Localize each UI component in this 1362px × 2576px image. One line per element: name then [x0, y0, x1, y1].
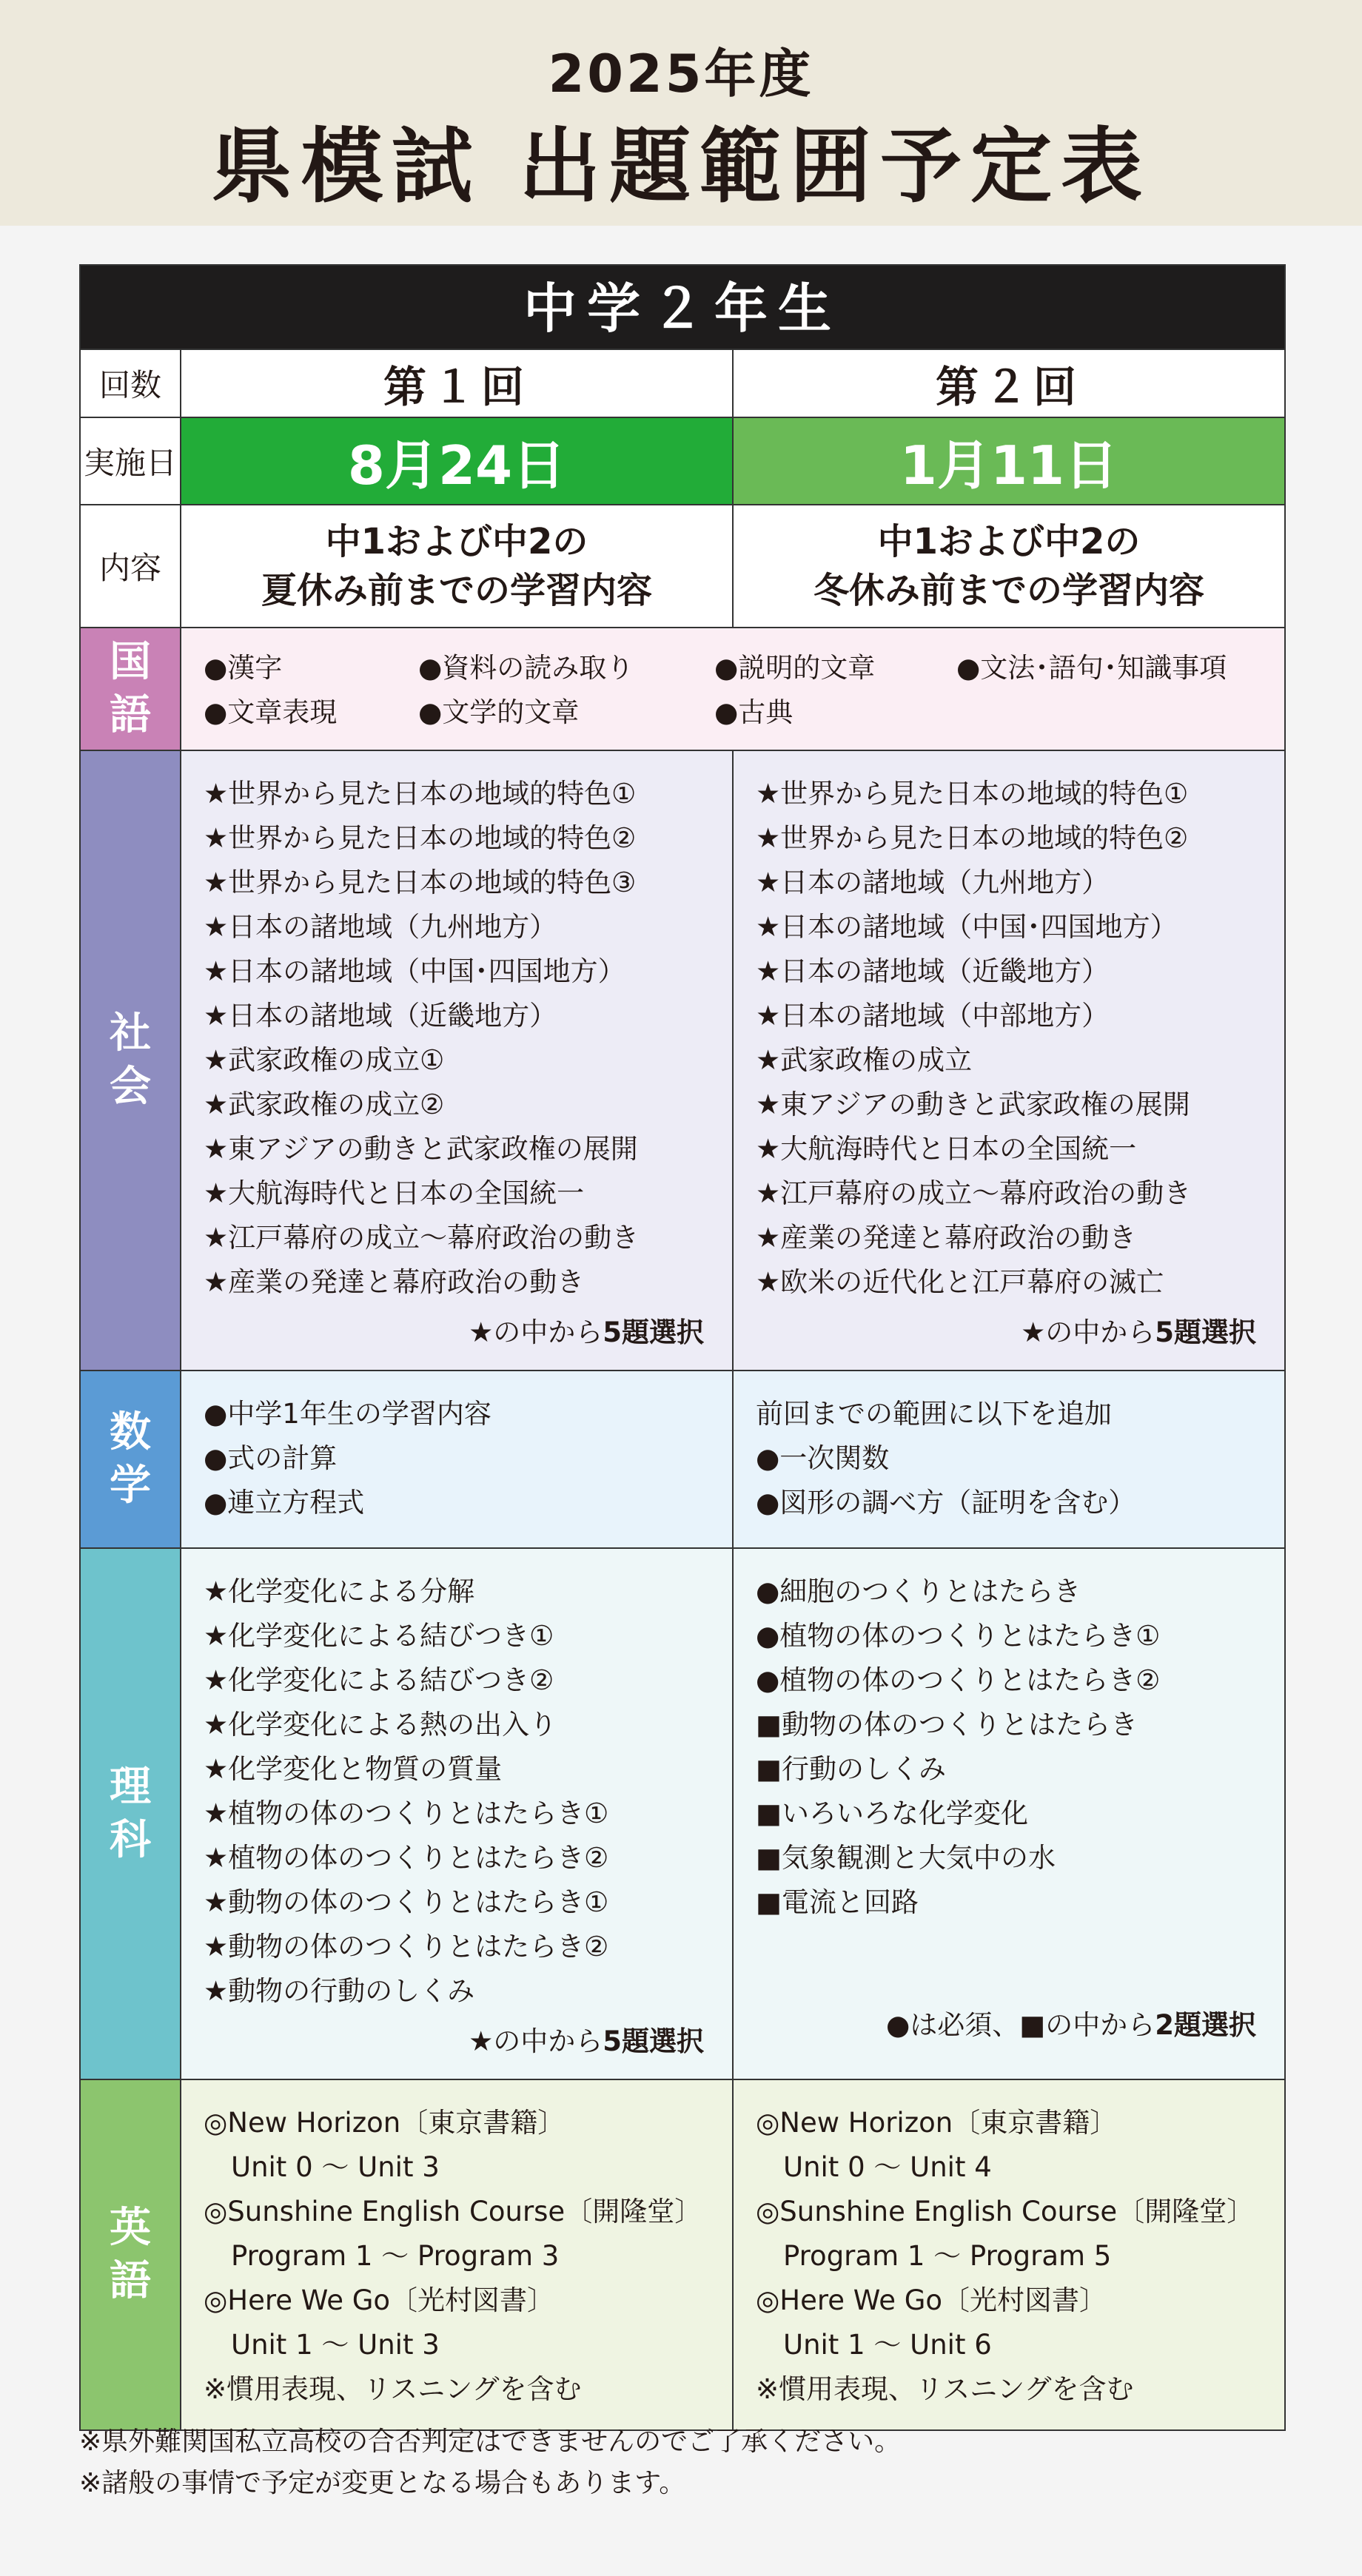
list-item: ★世界から見た日本の地域的特色③: [204, 867, 637, 898]
rika-foot-2-bold: 2題選択: [1155, 2009, 1257, 2041]
list-item: ★化学変化による結びつき①: [204, 1620, 554, 1652]
list-item: ★化学変化による熱の出入り: [204, 1709, 557, 1741]
shakai-list-2: [756, 772, 1284, 1305]
eigo-label-char1: 英: [110, 2204, 151, 2252]
list-item: ★江戸幕府の成立～幕府政治の動き: [756, 1177, 1192, 1209]
session-2-content: [733, 505, 1285, 628]
grade-row: [80, 265, 1285, 349]
list-item: ★武家政権の成立①: [204, 1044, 445, 1076]
kokugo-row: [80, 628, 1285, 750]
kokugo-content: [181, 628, 1285, 750]
eigo-list-2: [756, 2101, 1284, 2412]
list-item: ★世界から見た日本の地域的特色①: [756, 778, 1189, 810]
sugaku-session-1: [181, 1371, 733, 1548]
list-item: ●説明的文章: [714, 652, 876, 684]
list-item: [956, 690, 1282, 735]
page-header: [0, 0, 1362, 226]
schedule-table: [79, 264, 1286, 2431]
list-item: ★武家政権の成立②: [204, 1089, 445, 1120]
list-item: Unit 0 ～ Unit 4: [756, 2151, 992, 2183]
list-item: Program 1 ～ Program 3: [204, 2240, 560, 2272]
rika-foot-1-text: ★の中から: [469, 2025, 603, 2057]
list-item: ★日本の諸地域（中国･四国地方）: [204, 955, 625, 987]
shakai-foot-2-text: ★の中から: [1021, 1316, 1155, 1348]
shakai-label-char2: 会: [110, 1063, 151, 1111]
label-kaisu: 回数: [80, 349, 181, 417]
list-item: ★動物の行動のしくみ: [204, 1975, 475, 2007]
list-item: ★世界から見た日本の地域的特色②: [756, 822, 1189, 854]
sugaku-label-char1: 数: [110, 1408, 151, 1456]
list-item: ●連立方程式: [204, 1487, 365, 1519]
list-item: 前回までの範囲に以下を追加: [756, 1398, 1112, 1430]
shakai-foot-1-bold: 5題選択: [603, 1316, 704, 1348]
list-item: ◎Sunshine English Course〔開隆堂〕: [204, 2196, 702, 2227]
list-item: ●式の計算: [204, 1442, 338, 1474]
list-item: ●資料の読み取り: [418, 652, 634, 684]
rika-label-char2: 科: [110, 1816, 151, 1864]
shakai-session-2: [733, 750, 1285, 1371]
grade-heading: 中学２年生: [80, 265, 1285, 349]
list-item: ●細胞のつくりとはたらき: [756, 1575, 1081, 1607]
session-2-content-line1: 中1および中2の: [877, 521, 1141, 562]
rika-session-1: [181, 1548, 733, 2079]
footnote: ※諸般の事情で予定が変更となる場合もあります。: [79, 2468, 686, 2498]
list-item: ★江戸幕府の成立～幕府政治の動き: [204, 1222, 640, 1254]
sugaku-session-2: [733, 1371, 1285, 1548]
list-item: ★植物の体のつくりとはたらき②: [204, 1842, 609, 1874]
list-item: ★化学変化による結びつき②: [204, 1664, 554, 1696]
eigo-row: [80, 2079, 1285, 2430]
list-item: ●文学的文章: [418, 696, 580, 728]
list-item: ★産業の発達と幕府政治の動き: [204, 1266, 585, 1298]
rika-foot-2: [886, 2003, 1284, 2048]
list-item: ◎Here We Go〔光村図書〕: [756, 2284, 1107, 2316]
list-item: ●植物の体のつくりとはたらき①: [756, 1620, 1161, 1652]
sugaku-list-2: [756, 1392, 1284, 1525]
list-item: ●漢字: [204, 652, 283, 684]
list-item: ★大航海時代と日本の全国統一: [204, 1177, 585, 1209]
list-item: ◎Here We Go〔光村図書〕: [204, 2284, 555, 2316]
date-row: [80, 417, 1285, 505]
session-2-name: 第２回: [733, 349, 1285, 417]
rika-foot-1: [204, 2020, 732, 2064]
list-item: ●図形の調べ方（証明を含む）: [756, 1487, 1136, 1519]
sugaku-row: [80, 1371, 1285, 1548]
shakai-foot-1-text: ★の中から: [469, 1316, 603, 1348]
footnote: ※県外難関国私立高校の合否判定はできませんのでご了承ください。: [79, 2427, 902, 2457]
list-item: ■行動のしくみ: [756, 1753, 946, 1785]
list-item: ★欧米の近代化と江戸幕府の滅亡: [756, 1266, 1164, 1298]
shakai-label-char1: 社: [110, 1009, 151, 1057]
rika-row: [80, 1548, 1285, 2079]
list-item: ●文法･語句･知識事項: [956, 652, 1227, 684]
list-item: ※慣用表現、リスニングを含む: [756, 2373, 1134, 2405]
list-item: ●文章表現: [204, 696, 338, 728]
list-item: ■電流と回路: [756, 1886, 919, 1918]
list-item: ★東アジアの動きと武家政権の展開: [204, 1133, 638, 1165]
kokugo-label-char2: 語: [110, 691, 151, 739]
list-item: ★動物の体のつくりとはたらき②: [204, 1931, 609, 1963]
shakai-foot-1: [204, 1311, 732, 1355]
list-item: ★産業の発達と幕府政治の動き: [756, 1222, 1137, 1254]
list-item: Unit 1 ～ Unit 3: [204, 2329, 440, 2361]
list-item: ●古典: [714, 696, 794, 728]
list-item: ★世界から見た日本の地域的特色②: [204, 822, 637, 854]
eigo-label-char2: 語: [110, 2257, 151, 2305]
sugaku-label: [80, 1371, 181, 1548]
list-item: Unit 0 ～ Unit 3: [204, 2151, 440, 2183]
kokugo-label-char1: 国: [110, 638, 151, 686]
rika-session-2: [733, 1548, 1285, 2079]
list-item: ※慣用表現、リスニングを含む: [204, 2373, 582, 2405]
list-item: ●中学1年生の学習内容: [204, 1398, 492, 1430]
list-item: ■動物の体のつくりとはたらき: [756, 1709, 1138, 1741]
sugaku-label-char2: 学: [110, 1462, 151, 1510]
session-1-content-line1: 中1および中2の: [325, 521, 588, 562]
list-item: Program 1 ～ Program 5: [756, 2240, 1112, 2272]
list-item: ★化学変化と物質の質量: [204, 1753, 503, 1785]
shakai-label: [80, 750, 181, 1371]
list-item: ◎New Horizon〔東京書籍〕: [756, 2107, 1118, 2139]
kokugo-list: [181, 628, 1284, 748]
label-content: 内容: [80, 505, 181, 628]
rika-foot-2-text: ●は必須、■の中から: [886, 2009, 1155, 2041]
session-1-content-line2: 夏休み前までの学習内容: [261, 570, 652, 611]
shakai-row: [80, 750, 1285, 1371]
shakai-foot-2-bold: 5題選択: [1155, 1316, 1257, 1348]
list-item: ■気象観測と大気中の水: [756, 1842, 1056, 1874]
sugaku-list-1: [204, 1392, 732, 1525]
label-date: 実施日: [80, 417, 181, 505]
session-2-date: 1月11日: [733, 417, 1285, 505]
list-item: ★植物の体のつくりとはたらき①: [204, 1798, 609, 1829]
footnotes: [79, 2421, 901, 2504]
list-item: ★日本の諸地域（九州地方）: [204, 911, 557, 943]
list-item: ■いろいろな化学変化: [756, 1798, 1028, 1829]
list-item: ●植物の体のつくりとはたらき②: [756, 1664, 1161, 1696]
list-item: ●一次関数: [756, 1442, 890, 1474]
session-1-date: 8月24日: [181, 417, 733, 505]
rika-foot-1-bold: 5題選択: [603, 2025, 704, 2057]
eigo-session-2: [733, 2079, 1285, 2430]
page-title: 県模試 出題範囲予定表: [210, 119, 1152, 214]
session-2-content-line2: 冬休み前までの学習内容: [813, 570, 1205, 611]
eigo-list-1: [204, 2101, 732, 2412]
shakai-list-1: [204, 772, 732, 1305]
session-1-name: 第１回: [181, 349, 733, 417]
eigo-label: [80, 2079, 181, 2430]
eigo-session-1: [181, 2079, 733, 2430]
list-item: ◎Sunshine English Course〔開隆堂〕: [756, 2196, 1255, 2227]
session-row: [80, 349, 1285, 417]
list-item: ★世界から見た日本の地域的特色①: [204, 778, 637, 810]
session-1-content: [181, 505, 733, 628]
list-item: ★日本の諸地域（中国･四国地方）: [756, 911, 1178, 943]
rika-list-1: [204, 1570, 732, 2014]
shakai-session-1: [181, 750, 733, 1371]
list-item: Unit 1 ～ Unit 6: [756, 2329, 992, 2361]
rika-label: [80, 1548, 181, 2079]
content-row: [80, 505, 1285, 628]
rika-label-char1: 理: [110, 1763, 151, 1811]
rika-list-2: [756, 1570, 1284, 1925]
list-item: ★日本の諸地域（九州地方）: [756, 867, 1110, 898]
list-item: ★大航海時代と日本の全国統一: [756, 1133, 1137, 1165]
list-item: ★化学変化による分解: [204, 1575, 475, 1607]
kokugo-label: [80, 628, 181, 750]
shakai-foot-2: [756, 1311, 1284, 1355]
list-item: ★武家政権の成立: [756, 1044, 973, 1076]
year-heading: 2025年度: [548, 44, 814, 104]
list-item: ★東アジアの動きと武家政権の展開: [756, 1089, 1190, 1120]
list-item: ★日本の諸地域（近畿地方）: [204, 1000, 557, 1032]
list-item: ★日本の諸地域（中部地方）: [756, 1000, 1110, 1032]
list-item: ★日本の諸地域（近畿地方）: [756, 955, 1110, 987]
list-item: ★動物の体のつくりとはたらき①: [204, 1886, 609, 1918]
list-item: ◎New Horizon〔東京書籍〕: [204, 2107, 566, 2139]
